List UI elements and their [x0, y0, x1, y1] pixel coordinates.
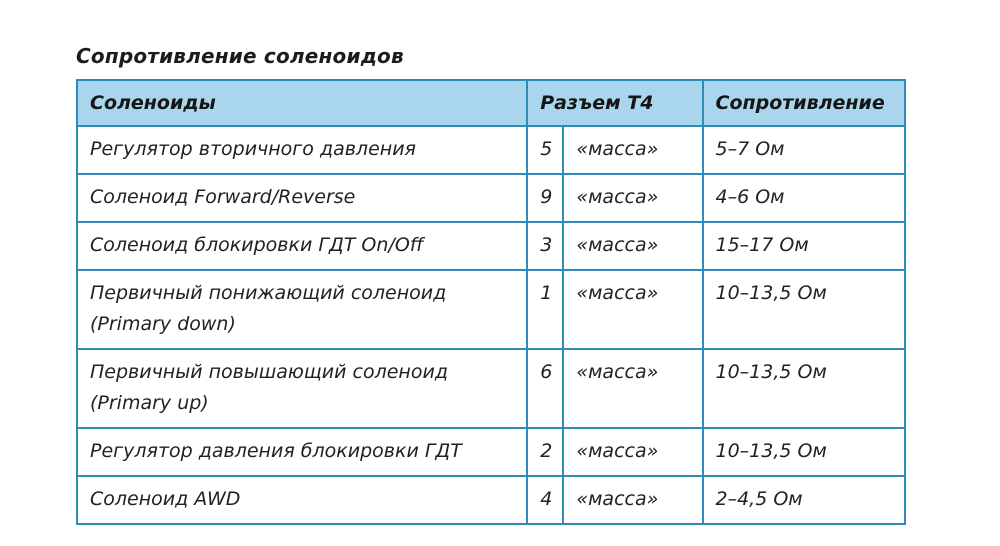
- pin-cell: 4: [527, 476, 563, 524]
- solenoid-name-cell: [77, 222, 527, 270]
- pin-cell: 9: [527, 174, 563, 222]
- table-row: [77, 476, 905, 524]
- solenoid-name-cell: [77, 476, 527, 524]
- pin-cell: 2: [527, 428, 563, 476]
- solenoid-resistance-table: [76, 79, 906, 525]
- solenoid-name: Первичный повышающий соленоид: [90, 361, 448, 383]
- table-header-row: [77, 80, 905, 126]
- solenoid-name-note: (Primary up): [90, 392, 209, 414]
- table-row: [77, 174, 905, 222]
- table-row: [77, 126, 905, 174]
- ground-cell: «масса»: [563, 222, 702, 270]
- solenoid-name-cell: [77, 174, 527, 222]
- pin-cell: 3: [527, 222, 563, 270]
- solenoid-name-cell: [77, 270, 527, 349]
- resistance-cell: 10–13,5 Ом: [703, 349, 906, 428]
- ground-cell: «масса»: [563, 428, 702, 476]
- table-row: [77, 428, 905, 476]
- ground-cell: «масса»: [563, 270, 702, 349]
- pin-cell: 5: [527, 126, 563, 174]
- pin-cell: 6: [527, 349, 563, 428]
- table-row: [77, 349, 905, 428]
- header-connector-t4: Разъем Т4: [527, 80, 702, 126]
- table-row: [77, 222, 905, 270]
- resistance-cell: 4–6 Ом: [703, 174, 906, 222]
- resistance-cell: 2–4,5 Ом: [703, 476, 906, 524]
- table-row: [77, 270, 905, 349]
- ground-cell: «масса»: [563, 476, 702, 524]
- solenoid-name: Соленоид блокировки ГДТ On/Off: [90, 234, 424, 256]
- solenoid-name-note: (Primary down): [90, 313, 236, 335]
- resistance-cell: 10–13,5 Ом: [703, 428, 906, 476]
- solenoid-name: Соленоид Forward/Reverse: [90, 186, 356, 208]
- resistance-cell: 15–17 Ом: [703, 222, 906, 270]
- ground-cell: «масса»: [563, 126, 702, 174]
- solenoid-name-cell: [77, 349, 527, 428]
- table-caption: Сопротивление соленоидов: [76, 44, 404, 68]
- solenoid-name: Первичный понижающий соленоид: [90, 282, 447, 304]
- solenoid-name: Регулятор вторичного давления: [90, 138, 416, 160]
- solenoid-name: Соленоид AWD: [90, 488, 241, 510]
- header-solenoids: Соленоиды: [77, 80, 527, 126]
- resistance-cell: 5–7 Ом: [703, 126, 906, 174]
- resistance-cell: 10–13,5 Ом: [703, 270, 906, 349]
- ground-cell: «масса»: [563, 174, 702, 222]
- solenoid-name-cell: [77, 126, 527, 174]
- pin-cell: 1: [527, 270, 563, 349]
- solenoid-name-cell: [77, 428, 527, 476]
- header-resistance: Сопротивление: [703, 80, 906, 126]
- ground-cell: «масса»: [563, 349, 702, 428]
- solenoid-name: Регулятор давления блокировки ГДТ: [90, 440, 462, 462]
